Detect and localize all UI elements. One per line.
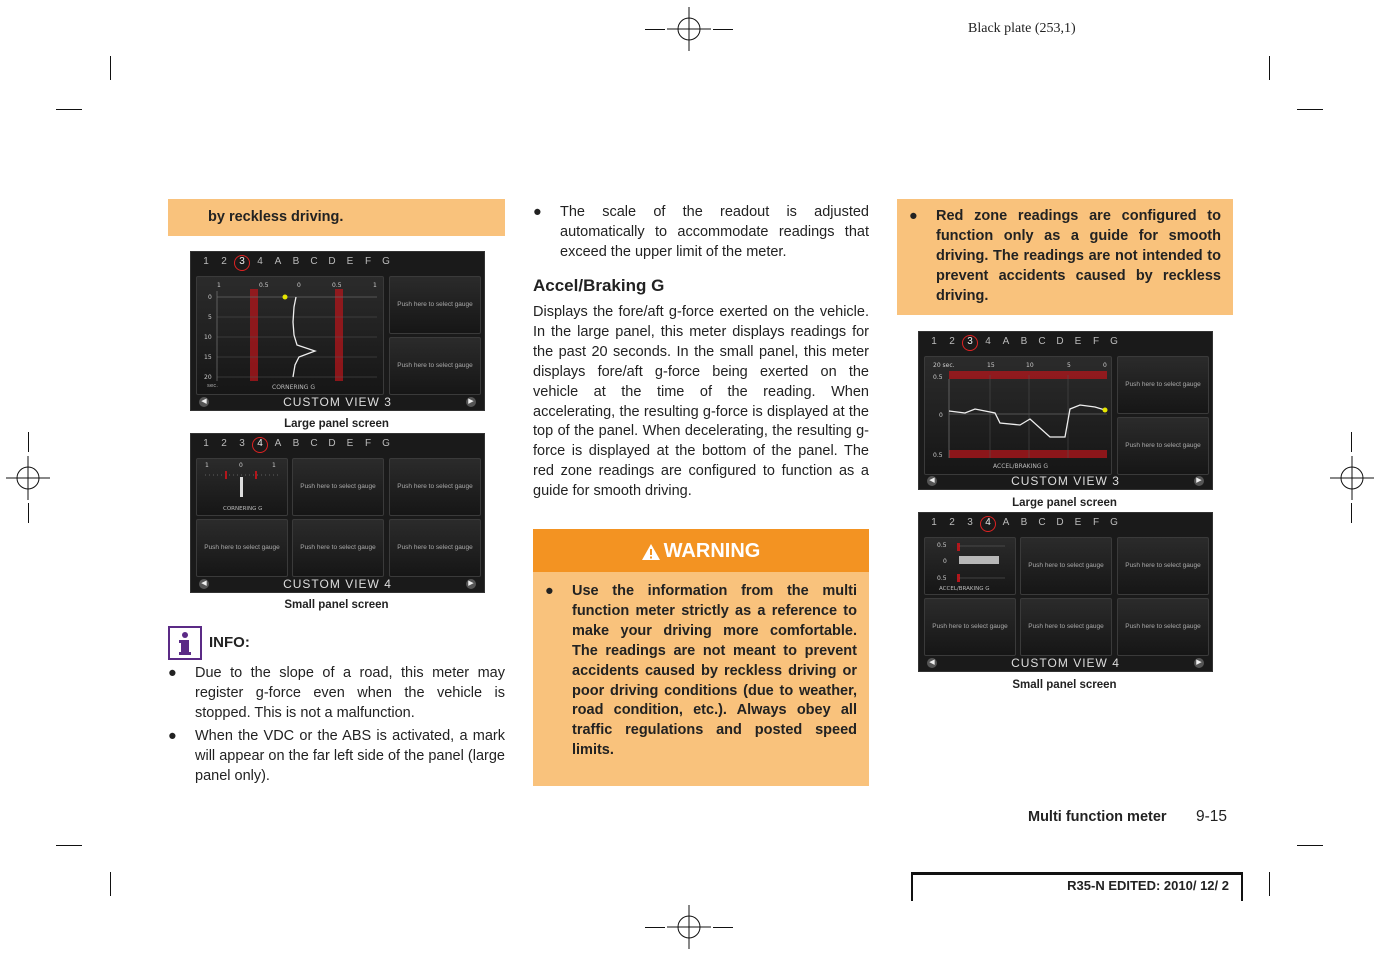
mini-label: 1 [205,462,209,469]
left-axis-label: 15 [204,354,212,361]
custom-view-title: CUSTOM VIEW 4 [283,577,392,591]
top-axis-label: 5 [1067,362,1071,369]
crop-mark [1351,432,1352,452]
tab[interactable]: 2 [949,336,955,347]
tab[interactable]: A [274,256,282,267]
tab[interactable]: F [364,438,372,449]
push-hint: Push here to select gauge [300,543,376,551]
graph-name: CORNERING G [272,384,315,391]
top-axis-label: 0.5 [332,282,342,289]
tab[interactable]: G [382,438,390,449]
selected-tab-ring [980,516,996,532]
list-item: ● Due to the slope of a road, this meter may register g-force even when the vehicle is stopped. This is not a malfunction. [168,665,505,721]
tab[interactable]: B [1020,517,1028,528]
custom-view-title: CUSTOM VIEW 3 [283,395,392,409]
left-axis-label: 0.5 [933,452,943,459]
tab[interactable]: 1 [931,517,937,528]
registration-mark-right [1330,456,1374,500]
tab[interactable]: A [1002,517,1010,528]
left-axis-label: 0 [939,412,943,419]
crop-mark [1297,109,1323,110]
mini-label: 0.5 [937,575,947,582]
list-item: ● When the VDC or the ABS is activated, a mark will appear on the far left side of the panel (large panel only). [168,727,505,784]
crop-mark [713,927,733,928]
tab[interactable]: D [328,256,336,267]
list-item-text: Use the information from the multi function meter strictly as a reference to make your driving more comfortable. The readings are not meant to prevent accidents caused by reckless driving or poor driving conditions (due to weather, road condition, etc.). Always obey all traffic regulations and posted speed limits. [572,583,857,759]
graph-name: CORNERING G [223,506,263,512]
custom-view-title: CUSTOM VIEW 4 [1011,656,1120,670]
push-hint: Push here to select gauge [397,361,473,369]
empty-gauge-slot[interactable] [924,598,1016,656]
warning-title: WARNING [663,540,761,562]
list-item-text: Red zone readings are configured to function only as a guide for smooth driving. The readings are not intended to prevent accidents caused by reckless driving. [936,208,1221,304]
tab[interactable]: D [1056,336,1064,347]
gauge-tabs [197,256,395,267]
push-hint: Push here to select gauge [204,543,280,551]
left-axis-label: 0 [208,294,212,301]
tab[interactable]: F [1092,517,1100,528]
tab[interactable]: 3 [239,438,245,449]
gauge-tabs [197,438,395,449]
registration-mark-left [6,456,50,500]
accel-braking-large-panel-screen [918,331,1213,490]
accel-braking-g-graph [925,357,1111,474]
footer-section-title: Multi function meter [1028,809,1167,825]
push-hint: Push here to select gauge [932,622,1008,630]
tab[interactable]: A [1002,336,1010,347]
empty-gauge-slot[interactable] [389,519,481,577]
crop-mark [645,927,665,928]
red-zone-note [897,199,1233,315]
tab[interactable]: 4 [257,438,263,449]
cornering-large-panel-screen [190,251,485,411]
cornering-small-panel-screen [190,433,485,593]
top-axis-label: 15 [987,362,995,369]
tab[interactable]: C [310,256,318,267]
next-view-icon[interactable]: ▶ [466,397,476,407]
empty-gauge-slot[interactable] [389,458,481,516]
top-axis-label: 0.5 [259,282,269,289]
tab[interactable]: 3 [239,256,245,267]
figure-caption: Large panel screen [284,418,389,430]
continued-note [168,199,505,236]
tab[interactable]: 4 [985,517,991,528]
left-axis-label: 0.5 [933,374,943,381]
empty-gauge-slot[interactable] [292,458,384,516]
list-item-text: The scale of the readout is adjusted automatically to accommodate readings that exceed the upper limit of the meter. [560,204,869,260]
push-hint: Push here to select gauge [1125,622,1201,630]
accel-braking-g-mini [925,538,1015,594]
axis-unit: sec. [207,383,219,389]
registration-mark-bottom [667,905,711,949]
accel-braking-small-panel-screen [918,512,1213,672]
next-view-icon[interactable]: ▶ [1194,476,1204,486]
accel-braking-gauge-panel[interactable] [924,537,1016,595]
mini-label: 0.5 [937,542,947,549]
gauge-tabs [925,517,1123,528]
empty-gauge-slot[interactable] [1020,598,1112,656]
tab[interactable]: 2 [949,517,955,528]
push-hint: Push here to select gauge [1125,561,1201,569]
push-hint: Push here to select gauge [1028,561,1104,569]
info-list [168,664,505,789]
empty-gauge-slot[interactable] [1117,417,1209,475]
prev-view-icon[interactable]: ◀ [199,579,209,589]
mini-label: 0 [943,558,947,565]
tab[interactable]: G [382,256,390,267]
cornering-g-graph [197,277,383,394]
crop-mark [713,29,733,30]
top-axis-label: 10 [1026,362,1034,369]
tab[interactable]: E [346,438,354,449]
crop-mark [1297,845,1323,846]
list-item: ● Red zone readings are configured to function only as a guide for smooth driving. The readings are not intended to prevent accidents caused by reckless driving. [909,208,1221,304]
crop-mark [110,872,111,896]
left-axis-label: 10 [204,334,212,341]
mini-label: 1 [272,462,276,469]
crop-mark [1351,503,1352,523]
section-paragraph: Displays the fore/aft g-force exerted on the vehicle. In the large panel, this meter displays readings for the past 20 seconds. In the small panel, this meter displays fore/aft g-force being exerted on the vehicle at the time of the reading. When accelerating, the resulting g-force is displayed at the top of the panel. When decelerating, the resulting g-force is displayed at the bottom of the panel. The red zone readings are configured to function as a guide for smooth driving. [533,304,869,500]
next-view-icon[interactable]: ▶ [466,579,476,589]
tab[interactable]: C [1038,517,1046,528]
top-axis-label: 1 [217,282,221,289]
tab[interactable]: 4 [257,256,263,267]
tab[interactable]: B [292,438,300,449]
selected-tab-ring [962,335,978,351]
left-axis-label: 20 [204,374,212,381]
next-view-icon[interactable]: ▶ [1194,658,1204,668]
push-hint: Push here to select gauge [397,300,473,308]
info-icon [168,626,202,660]
tab[interactable]: 2 [221,256,227,267]
figure-caption: Small panel screen [284,599,389,611]
empty-gauge-slot[interactable] [1117,356,1209,414]
tab[interactable]: E [346,256,354,267]
tab[interactable]: F [1092,336,1100,347]
top-axis-label: 1 [373,282,377,289]
tab[interactable]: F [364,256,372,267]
list-item-text: Due to the slope of a road, this meter may register g-force even when the vehicle is stopped. This is not a malfunction. [195,665,505,721]
mini-label: 0 [239,462,243,469]
prev-view-icon[interactable]: ◀ [927,658,937,668]
tab[interactable]: G [1110,517,1118,528]
top-axis-label: 0 [1103,362,1107,369]
warning-body [533,572,869,786]
push-hint: Push here to select gauge [1125,380,1201,388]
tab[interactable]: 4 [985,336,991,347]
tab[interactable]: G [1110,336,1118,347]
warning-header [533,529,869,572]
edited-stamp [911,872,1243,901]
empty-gauge-slot[interactable] [1117,537,1209,595]
crop-mark [1269,872,1270,896]
push-hint: Push here to select gauge [397,543,473,551]
tab[interactable]: D [328,438,336,449]
graph-name: ACCEL/BRAKING G [993,463,1049,470]
cornering-g-mini [197,459,287,515]
crop-mark [56,109,82,110]
tab[interactable]: D [1056,517,1064,528]
tab[interactable]: B [292,256,300,267]
tab[interactable]: 1 [931,336,937,347]
left-axis-label: 5 [208,314,212,321]
info-title: INFO: [209,634,250,651]
scale-note-list [533,203,869,266]
tab[interactable]: 1 [203,256,209,267]
selected-tab-ring [234,255,250,271]
tab[interactable]: C [1038,336,1046,347]
crop-mark [28,503,29,523]
page-number: 9-15 [1196,808,1228,825]
push-hint: Push here to select gauge [1028,622,1104,630]
plate-label: Black plate (253,1) [968,21,1076,36]
crop-mark [1269,56,1270,80]
gauge-tabs [925,336,1123,347]
push-hint: Push here to select gauge [1125,441,1201,449]
accel-braking-gauge-panel[interactable] [924,356,1112,475]
registration-mark-top [667,7,711,51]
tab[interactable]: A [274,438,282,449]
empty-gauge-slot[interactable] [196,519,288,577]
empty-gauge-slot[interactable] [1020,537,1112,595]
crop-mark [110,56,111,80]
empty-gauge-slot[interactable] [389,276,481,334]
prev-view-icon[interactable]: ◀ [927,476,937,486]
push-hint: Push here to select gauge [300,482,376,490]
list-item: ● Use the information from the multi function meter strictly as a reference to make your driving more comfortable. The readings are not meant to prevent accidents caused by reckless driving or poor driving conditions (due to weather, road condition, etc.). Always obey all traffic regulations and posted speed limits. [545,583,857,759]
figure-caption: Small panel screen [1012,679,1117,691]
empty-gauge-slot[interactable] [389,337,481,395]
selected-tab-ring [252,437,268,453]
empty-gauge-slot[interactable] [292,519,384,577]
figure-caption: Large panel screen [1012,497,1117,509]
tab[interactable]: 3 [967,336,973,347]
tab[interactable]: B [1020,336,1028,347]
top-axis-label: 0 [297,282,301,289]
crop-mark [56,845,82,846]
list-item-text: When the VDC or the ABS is activated, a mark will appear on the far left side of the panel (large panel only). [195,727,505,784]
crop-mark [645,29,665,30]
tab[interactable]: E [1074,336,1082,347]
empty-gauge-slot[interactable] [1117,598,1209,656]
section-heading: Accel/Braking G [533,276,665,295]
tab[interactable]: 2 [221,438,227,449]
cornering-gauge-panel[interactable] [196,276,384,395]
top-axis-label: 20 sec. [933,362,955,369]
custom-view-title: CUSTOM VIEW 3 [1011,474,1120,488]
tab[interactable]: 3 [967,517,973,528]
cornering-gauge-panel[interactable] [196,458,288,516]
continued-note-text: by reckless driving. [208,209,344,225]
edited-stamp-text: R35-N EDITED: 2010/ 12/ 2 [1067,878,1229,893]
list-item: ● The scale of the readout is adjusted automatically to accommodate readings that exceed the upper limit of the meter. [533,204,869,260]
tab[interactable]: E [1074,517,1082,528]
prev-view-icon[interactable]: ◀ [199,397,209,407]
graph-name: ACCEL/BRAKING G [939,586,990,592]
tab[interactable]: 1 [203,438,209,449]
tab[interactable]: C [310,438,318,449]
crop-mark [28,432,29,452]
push-hint: Push here to select gauge [397,482,473,490]
